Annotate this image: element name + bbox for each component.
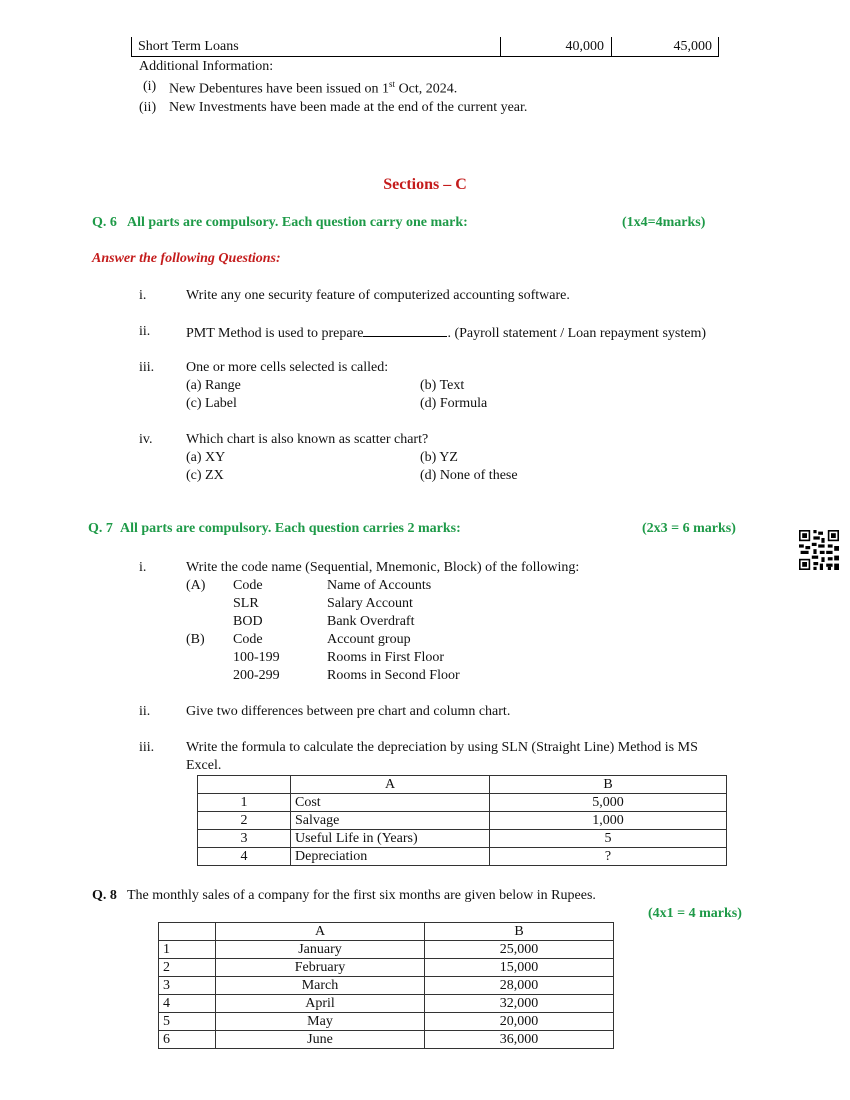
table-row: 1 January 25,000 bbox=[159, 941, 614, 959]
option: (b) YZ bbox=[420, 450, 458, 465]
additional-item-text: New Investments have been made at the end of the current year. bbox=[169, 100, 528, 115]
answer-blank bbox=[363, 324, 447, 337]
q7-item-num: ii. bbox=[139, 704, 151, 719]
q6-marks: (1x4=4marks) bbox=[622, 215, 706, 230]
code-head: Code bbox=[233, 632, 263, 647]
q6-item-text: Which chart is also known as scatter chart? bbox=[186, 432, 429, 447]
q7-item-text: Give two differences between pre chart and column chart. bbox=[186, 704, 511, 719]
q8-marks: (4x1 = 4 marks) bbox=[648, 906, 742, 921]
option: (c) Label bbox=[186, 396, 237, 411]
row-label: Short Term Loans bbox=[138, 39, 239, 54]
code-head: Name of Accounts bbox=[327, 578, 432, 593]
option: (a) XY bbox=[186, 450, 226, 465]
additional-item-text: New Debentures have been issued on 1st Oct, 2024. bbox=[169, 79, 458, 97]
q6-item-num: i. bbox=[139, 288, 147, 303]
table-row: 2 February 15,000 bbox=[159, 959, 614, 977]
code-name: Salary Account bbox=[327, 596, 413, 611]
option: (d) Formula bbox=[420, 396, 488, 411]
q6-item-num: iii. bbox=[139, 360, 155, 375]
q7-item-text: Write the formula to calculate the depreciation by using SLN (Straight Line) Method is MS bbox=[186, 740, 698, 755]
q7-item-num: iii. bbox=[139, 740, 155, 755]
code-group-label: (A) bbox=[186, 578, 206, 593]
q7-item-num: i. bbox=[139, 560, 147, 575]
q7-instruction: All parts are compulsory. Each question carries 2 marks: bbox=[120, 521, 461, 536]
q6-item-text: PMT Method is used to prepare . (Payroll statement / Loan repayment system) bbox=[186, 326, 706, 341]
q8-text: The monthly sales of a company for the first six months are given below in Rupees. bbox=[127, 888, 596, 903]
table-row: 6 June 36,000 bbox=[159, 1031, 614, 1049]
sales-table bbox=[158, 922, 614, 1049]
q7-label: Q. 7 bbox=[88, 521, 113, 536]
q7-item-text: Write the code name (Sequential, Mnemonic, Block) of the following: bbox=[186, 560, 580, 575]
code-value: 100-199 bbox=[233, 650, 280, 665]
code-value: 200-299 bbox=[233, 668, 280, 683]
q8-label: Q. 8 bbox=[92, 888, 117, 903]
code-group-label: (B) bbox=[186, 632, 205, 647]
additional-item-num: (i) bbox=[143, 79, 157, 94]
table-row: 3 Useful Life in (Years) 5 bbox=[198, 830, 727, 848]
code-head: Account group bbox=[327, 632, 411, 647]
code-value: SLR bbox=[233, 596, 259, 611]
q6-subheading: Answer the following Questions: bbox=[92, 251, 281, 266]
code-name: Rooms in Second Floor bbox=[327, 668, 460, 683]
option: (c) ZX bbox=[186, 468, 224, 483]
option: (a) Range bbox=[186, 378, 241, 393]
q6-label: Q. 6 bbox=[92, 215, 117, 230]
q6-item-text: One or more cells selected is called: bbox=[186, 360, 389, 375]
code-value: BOD bbox=[233, 614, 263, 629]
table-row: A B bbox=[159, 923, 614, 941]
additional-info-heading: Additional Information: bbox=[139, 59, 274, 74]
q7-marks: (2x3 = 6 marks) bbox=[642, 521, 736, 536]
table-row: 2 Salvage 1,000 bbox=[198, 812, 727, 830]
table-row: A B bbox=[198, 776, 727, 794]
table-row: 4 Depreciation ? bbox=[198, 848, 727, 866]
option: (d) None of these bbox=[420, 468, 518, 483]
q6-instruction: All parts are compulsory. Each question carry one mark: bbox=[127, 215, 468, 230]
additional-item-num: (ii) bbox=[139, 100, 157, 115]
q7-item-text-cont: Excel. bbox=[186, 758, 222, 773]
q6-item-num: ii. bbox=[139, 324, 151, 339]
table-row: 5 May 20,000 bbox=[159, 1013, 614, 1031]
section-title: Sections – C bbox=[383, 176, 467, 193]
row-value-1: 40,000 bbox=[565, 39, 604, 54]
depreciation-table bbox=[197, 775, 727, 866]
q6-item-num: iv. bbox=[139, 432, 153, 447]
qr-code-icon bbox=[799, 530, 839, 570]
table-row: 3 March 28,000 bbox=[159, 977, 614, 995]
option: (b) Text bbox=[420, 378, 465, 393]
table-row: 4 April 32,000 bbox=[159, 995, 614, 1013]
code-head: Code bbox=[233, 578, 263, 593]
q6-item-text: Write any one security feature of computerized accounting software. bbox=[186, 288, 570, 303]
code-name: Bank Overdraft bbox=[327, 614, 415, 629]
row-value-2: 45,000 bbox=[673, 39, 712, 54]
code-name: Rooms in First Floor bbox=[327, 650, 445, 665]
table-row: 1 Cost 5,000 bbox=[198, 794, 727, 812]
